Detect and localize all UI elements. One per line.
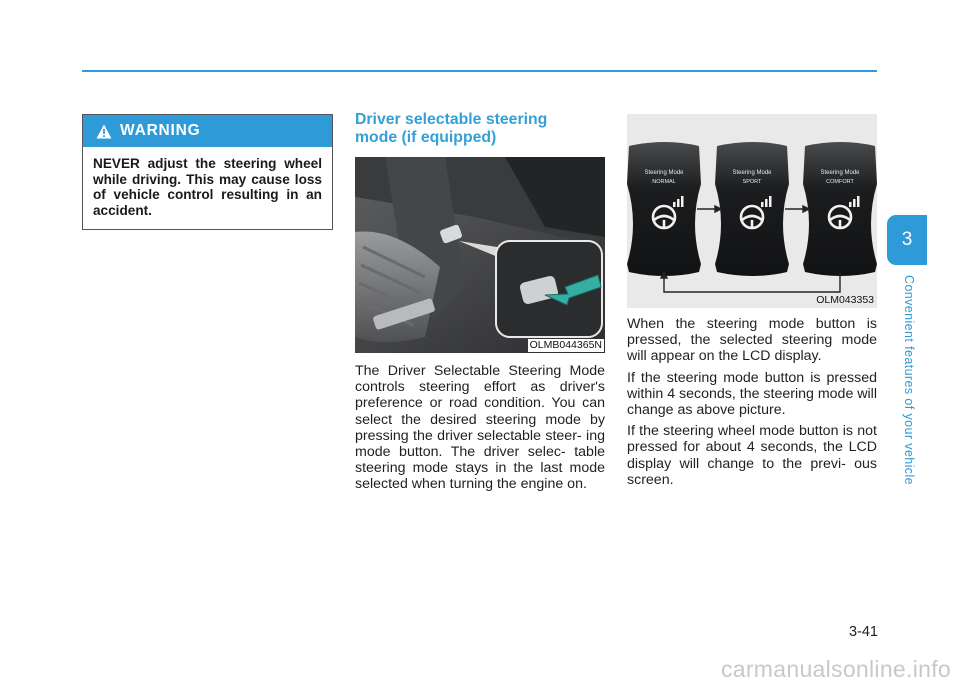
screen-sport-mode: SPORT: [742, 179, 762, 185]
steering-mode-diagram: [627, 114, 877, 308]
section-heading-line2: mode (if equipped): [355, 128, 497, 146]
screen-comfort-mode: COMFORT: [826, 179, 854, 185]
watermark: carmanualsonline.info: [720, 656, 951, 682]
right-column-text: [627, 316, 877, 493]
photo-reference-code: OLMB044365N: [529, 339, 602, 351]
warning-triangle-icon: [96, 124, 112, 139]
page-number: 3-41: [848, 624, 878, 640]
warning-title: WARNING: [120, 122, 201, 139]
screen-normal-mode: NORMAL: [652, 179, 676, 185]
section-heading-line1: Driver selectable steering: [355, 111, 548, 128]
chapter-side-label-text: Convenient features of your vehicle: [902, 275, 917, 485]
paragraph-1: When the steering mode button is pressed, the selected steering mode will appear on the LCD display.: [627, 316, 877, 365]
warning-header: [83, 115, 332, 147]
chapter-side-label: [898, 266, 920, 494]
diagram-reference-code: OLM043353: [816, 294, 874, 306]
screen-normal: [627, 142, 701, 276]
steering-mode-screens: [627, 114, 877, 308]
section-body: The Driver Selectable Steering Mode controls steering effort as driver's preference or road condition. You can select the desired steering mode by pressing the driver selectable steer- ing mode button. The driver selec- table steering mode stays in the last mode selected when turning the engine on.: [355, 363, 605, 493]
paragraph-2: If the steering mode button is pressed within 4 seconds, the steering mode will change as above picture.: [627, 369, 877, 419]
paragraph-3: If the steering wheel mode button is not pressed for about 4 seconds, the LCD display will change to the previ- ous screen.: [627, 423, 877, 488]
screen-sport: [715, 142, 789, 276]
steering-button-photo: [355, 157, 605, 353]
screen-normal-title: Steering Mode: [644, 170, 684, 176]
screen-sport-title: Steering Mode: [732, 170, 772, 176]
warning-box: [82, 114, 333, 230]
screen-comfort: [803, 142, 877, 276]
chapter-tab: 3: [887, 215, 927, 265]
section-heading: [355, 111, 605, 146]
top-rule: [82, 70, 877, 72]
screen-comfort-title: Steering Mode: [820, 170, 860, 176]
warning-text: NEVER adjust the steering wheel while driving. This may cause loss of vehicle control resulting in an accident.: [93, 156, 322, 218]
dashboard-illustration: [355, 157, 605, 353]
